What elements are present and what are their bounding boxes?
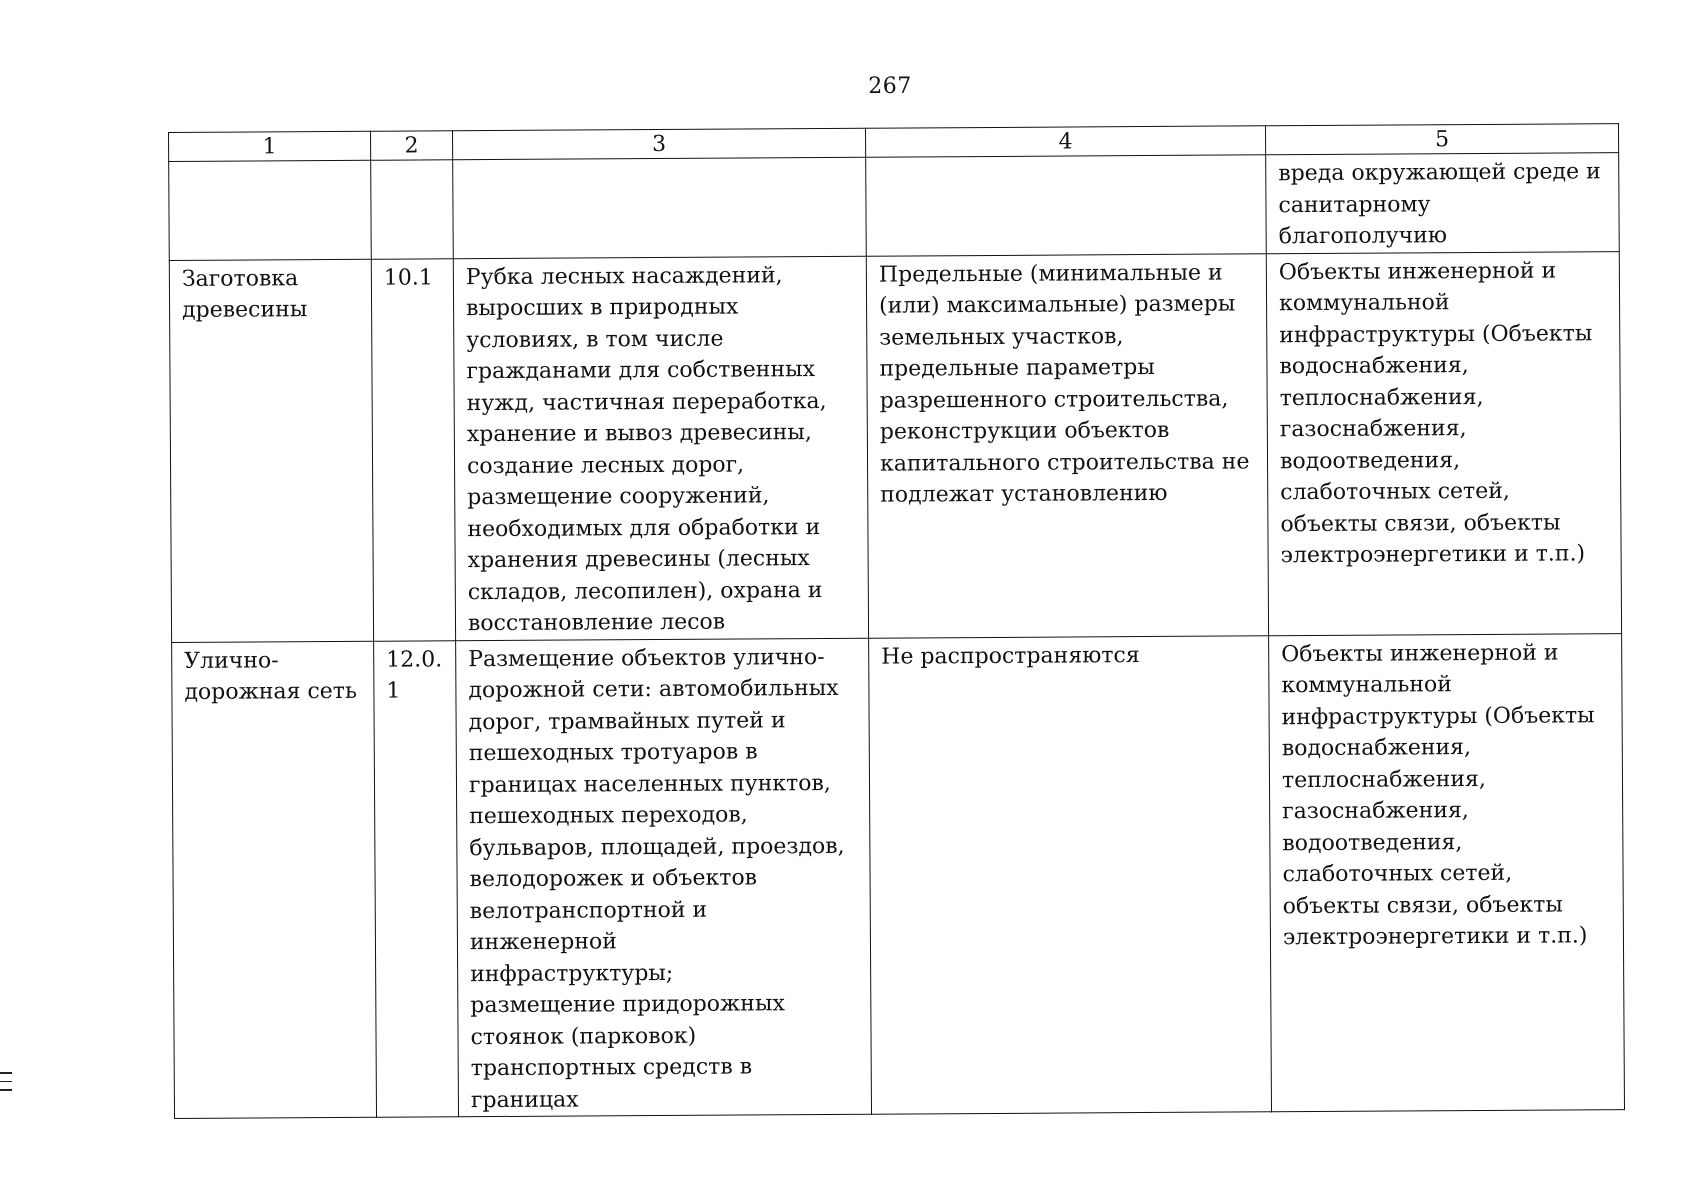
use-type-parameters: Предельные (минимальные и (или) максимальные) размеры земельных участков, предельные параметры разрешенного строительства, реконструкции объектов капитального строительства не подлежат установлению bbox=[866, 253, 1268, 637]
table-cell bbox=[169, 160, 372, 260]
table-cell: вреда окружающей среде и санитарному благополучию bbox=[1266, 153, 1620, 254]
column-header: 3 bbox=[452, 128, 865, 160]
table-row-continuation bbox=[169, 153, 1620, 260]
table-cell bbox=[866, 155, 1267, 256]
column-header: 2 bbox=[370, 131, 452, 161]
use-type-name: Заготовка древесины bbox=[169, 259, 373, 642]
use-type-code: 10.1 bbox=[371, 258, 455, 640]
regulations-table bbox=[168, 123, 1625, 1119]
margin-mark bbox=[0, 1072, 12, 1074]
column-header: 1 bbox=[169, 131, 371, 161]
use-type-name: Улично- дорожная сеть bbox=[172, 641, 377, 1119]
page-number: 267 bbox=[868, 74, 912, 99]
table-row bbox=[169, 251, 1621, 642]
table-cell bbox=[453, 157, 867, 258]
binding-margin-marks bbox=[0, 1072, 12, 1098]
column-header: 4 bbox=[865, 126, 1265, 157]
margin-mark bbox=[0, 1089, 12, 1091]
use-type-parameters: Не распространяются bbox=[869, 635, 1272, 1114]
margin-mark bbox=[0, 1081, 12, 1083]
use-type-auxiliary: Объекты инженерной и коммунальной инфраструктуры (Объекты водоснабжения, теплоснабжения, газоснабжения, водоотведения, слаботочных сетей, объекты связи, объекты электроэнергетики и т.п.) bbox=[1269, 633, 1625, 1112]
use-type-auxiliary: Объекты инженерной и коммунальной инфраструктуры (Объекты водоснабжения, теплоснабжения, газоснабжения, водоотведения, слаботочных сетей, объекты связи, объекты электроэнергетики и т.п.) bbox=[1266, 251, 1621, 635]
use-type-code: 12.0. 1 bbox=[374, 640, 459, 1117]
use-type-description: Рубка лесных насаждений, выросших в природных условиях, в том числе гражданами для собственных нужд, частичная переработка, хранение и вывоз древесины, создание лесных дорог, размещение сооружений, необходимых для обработки и хранения древесины (лесных складов, лесопилен), охрана и восстановление лесов bbox=[453, 256, 868, 641]
use-type-description: Размещение объектов улично- дорожной сети: автомобильных дорог, трамвайных путей и пешеходных тротуаров в границах населенных пунктов, пешеходных переходов, бульваров, площадей, проездов, велодорожек и объектов велотранспортной и инженерной инфраструктуры; размещение придорожных стоянок (парковок) транспортных средств в границах bbox=[456, 638, 872, 1117]
table-row bbox=[172, 633, 1625, 1118]
table-cell bbox=[371, 160, 454, 259]
column-header: 5 bbox=[1265, 124, 1618, 155]
